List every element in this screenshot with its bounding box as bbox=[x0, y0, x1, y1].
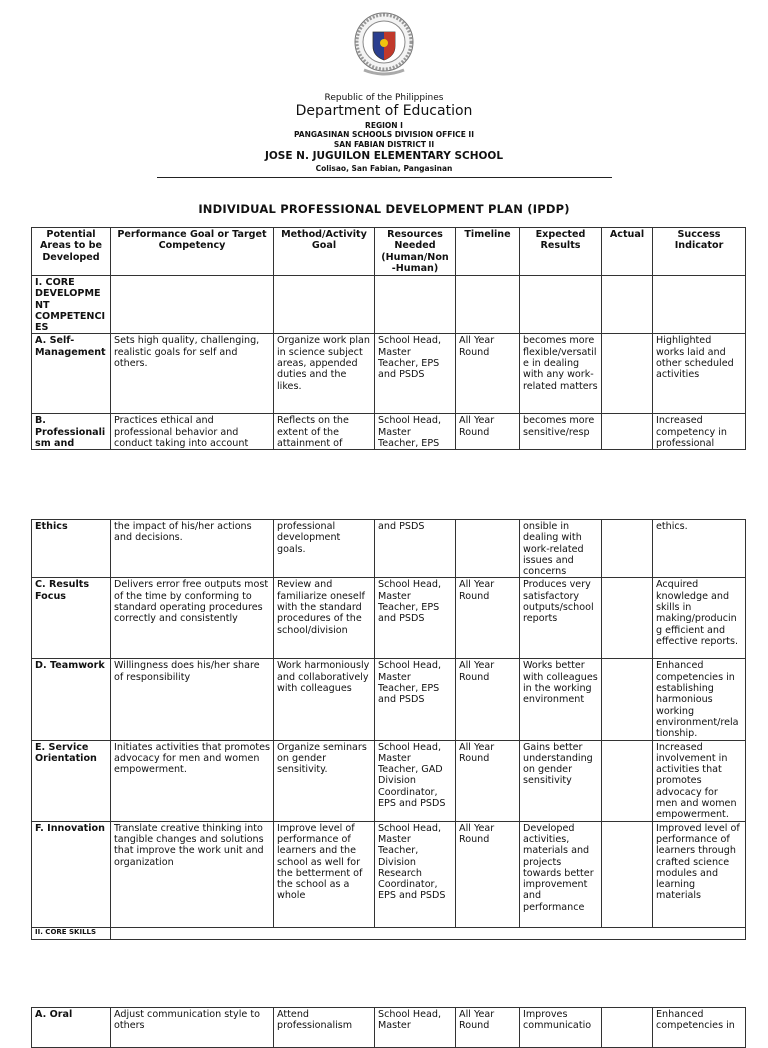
table-row bbox=[32, 414, 746, 450]
goal-cell: Adjust communication style to others bbox=[111, 1008, 274, 1048]
school-address: Colisao, San Fabian, Pangasinan bbox=[315, 164, 453, 173]
area-cell: A. Self-Management bbox=[32, 334, 111, 414]
col-header-goal: Performance Goal or Target Competency bbox=[111, 228, 274, 276]
expected-cell: Works better with colleagues in the working environment bbox=[520, 659, 602, 740]
timeline-cell: All Year Round bbox=[456, 821, 520, 927]
area-cell: D. Teamwork bbox=[32, 659, 111, 740]
method-cell: Improve level of performance of learners and the school as well for the betterment of the school as a whole bbox=[274, 821, 375, 927]
goal-cell: Sets high quality, challenging, realistic goals for self and others. bbox=[111, 334, 274, 414]
republic-line: Republic of the Philippines bbox=[324, 93, 444, 103]
timeline-cell: All Year Round bbox=[456, 1008, 520, 1048]
resources-cell: School Head, Master Teacher, EPS and PSDS bbox=[375, 659, 456, 740]
header-row bbox=[32, 228, 746, 276]
resources-cell: School Head, Master Teacher, EPS bbox=[375, 414, 456, 450]
expected-cell: becomes more flexible/versatile in dealing with any work-related matters bbox=[520, 334, 602, 414]
expected-cell: onsible in dealing with work-related issues and concerns bbox=[520, 520, 602, 578]
header-divider bbox=[157, 177, 612, 178]
success-cell: Increased involvement in activities that promotes advocacy for men and women empowerment. bbox=[653, 740, 746, 821]
table-row bbox=[32, 578, 746, 659]
area-cell: Ethics bbox=[32, 520, 111, 578]
actual-cell bbox=[602, 578, 653, 659]
area-cell: A. Oral bbox=[32, 1008, 111, 1048]
resources-cell: School Head, Master Teacher, EPS and PSDS bbox=[375, 334, 456, 414]
resources-cell: School Head, Master Teacher, EPS and PSDS bbox=[375, 578, 456, 659]
area-cell: F. Innovation bbox=[32, 821, 111, 927]
method-cell: Organize work plan in science subject areas, appended duties and the likes. bbox=[274, 334, 375, 414]
col-header-success: Success Indicator bbox=[653, 228, 746, 276]
actual-cell bbox=[602, 740, 653, 821]
table-row bbox=[32, 520, 746, 578]
col-header-method: Method/Activity Goal bbox=[274, 228, 375, 276]
col-header-actual: Actual bbox=[602, 228, 653, 276]
expected-cell: Improves communicatio bbox=[520, 1008, 602, 1048]
area-cell: C. Results Focus bbox=[32, 578, 111, 659]
ipdp-table-page-1 bbox=[31, 227, 746, 450]
success-cell: Enhanced competencies in bbox=[653, 1008, 746, 1048]
success-cell: Acquired knowledge and skills in making/producing efficient and effective reports. bbox=[653, 578, 746, 659]
method-cell: Attend professionalism bbox=[274, 1008, 375, 1048]
col-header-areas: Potential Areas to be Developed bbox=[32, 228, 111, 276]
goal-cell: Translate creative thinking into tangible changes and solutions that improve the work unit and organization bbox=[111, 821, 274, 927]
district-line: SAN FABIAN DISTRICT II bbox=[333, 140, 435, 149]
table-row bbox=[32, 659, 746, 740]
col-header-expected: Expected Results bbox=[520, 228, 602, 276]
method-cell: Work harmoniously and collaboratively with colleagues bbox=[274, 659, 375, 740]
section-label: I. CORE DEVELOPMENT COMPETENCIES bbox=[32, 276, 111, 334]
section-row-core-skills bbox=[32, 927, 746, 939]
timeline-cell: All Year Round bbox=[456, 578, 520, 659]
actual-cell bbox=[602, 1008, 653, 1048]
department-name: Department of Education bbox=[295, 103, 473, 119]
success-cell: Enhanced competencies in establishing harmonious working environment/relationship. bbox=[653, 659, 746, 740]
goal-cell: Initiates activities that promotes advocacy for men and women empowerment. bbox=[111, 740, 274, 821]
table-row bbox=[32, 1008, 746, 1048]
success-cell: Highlighted works laid and other scheduled activities bbox=[653, 334, 746, 414]
region-line: REGION I bbox=[365, 121, 403, 130]
expected-cell: Gains better understanding on gender sensitivity bbox=[520, 740, 602, 821]
goal-cell: Willingness does his/her share of responsibility bbox=[111, 659, 274, 740]
ipdp-table-page-2 bbox=[31, 519, 746, 940]
ipdp-table-page-3 bbox=[31, 1007, 746, 1048]
deped-seal-logo bbox=[354, 10, 414, 82]
actual-cell bbox=[602, 821, 653, 927]
method-cell: Review and familiarize oneself with the standard procedures of the school/division bbox=[274, 578, 375, 659]
area-cell: E. Service Orientation bbox=[32, 740, 111, 821]
method-cell: Reflects on the extent of the attainment of bbox=[274, 414, 375, 450]
resources-cell: and PSDS bbox=[375, 520, 456, 578]
school-name: JOSE N. JUGUILON ELEMENTARY SCHOOL bbox=[264, 150, 504, 162]
resources-cell: School Head, Master Teacher, Division Research Coordinator, EPS and PSDS bbox=[375, 821, 456, 927]
section-label: II. CORE SKILLS bbox=[32, 927, 111, 939]
expected-cell: Developed activities, materials and projects towards better improvement and performance bbox=[520, 821, 602, 927]
section-row-core bbox=[32, 276, 746, 334]
timeline-cell: All Year Round bbox=[456, 659, 520, 740]
division-line: PANGASINAN SCHOOLS DIVISION OFFICE II bbox=[293, 130, 475, 139]
resources-cell: School Head, Master bbox=[375, 1008, 456, 1048]
table-row bbox=[32, 334, 746, 414]
area-cell: B. Professionalism and bbox=[32, 414, 111, 450]
success-cell: ethics. bbox=[653, 520, 746, 578]
col-header-timeline: Timeline bbox=[456, 228, 520, 276]
table-row bbox=[32, 740, 746, 821]
method-cell: Organize seminars on gender sensitivity. bbox=[274, 740, 375, 821]
method-cell: professional development goals. bbox=[274, 520, 375, 578]
goal-cell: the impact of his/her actions and decisions. bbox=[111, 520, 274, 578]
resources-cell: School Head, Master Teacher, GAD Division Coordinator, EPS and PSDS bbox=[375, 740, 456, 821]
goal-cell: Delivers error free outputs most of the time by conforming to standard operating procedures correctly and consistently bbox=[111, 578, 274, 659]
expected-cell: Produces very satisfactory outputs/school reports bbox=[520, 578, 602, 659]
actual-cell bbox=[602, 520, 653, 578]
col-header-resources: Resources Needed (Human/Non -Human) bbox=[375, 228, 456, 276]
timeline-cell: All Year Round bbox=[456, 334, 520, 414]
success-cell: Increased competency in professional bbox=[653, 414, 746, 450]
actual-cell bbox=[602, 334, 653, 414]
timeline-cell bbox=[456, 520, 520, 578]
table-row bbox=[32, 821, 746, 927]
expected-cell: becomes more sensitive/resp bbox=[520, 414, 602, 450]
timeline-cell: All Year Round bbox=[456, 414, 520, 450]
timeline-cell: All Year Round bbox=[456, 740, 520, 821]
goal-cell: Practices ethical and professional behavior and conduct taking into account bbox=[111, 414, 274, 450]
document-title: INDIVIDUAL PROFESSIONAL DEVELOPMENT PLAN (IPDP) bbox=[198, 202, 570, 216]
actual-cell bbox=[602, 414, 653, 450]
actual-cell bbox=[602, 659, 653, 740]
success-cell: Improved level of performance of learners through crafted science modules and learning materials bbox=[653, 821, 746, 927]
